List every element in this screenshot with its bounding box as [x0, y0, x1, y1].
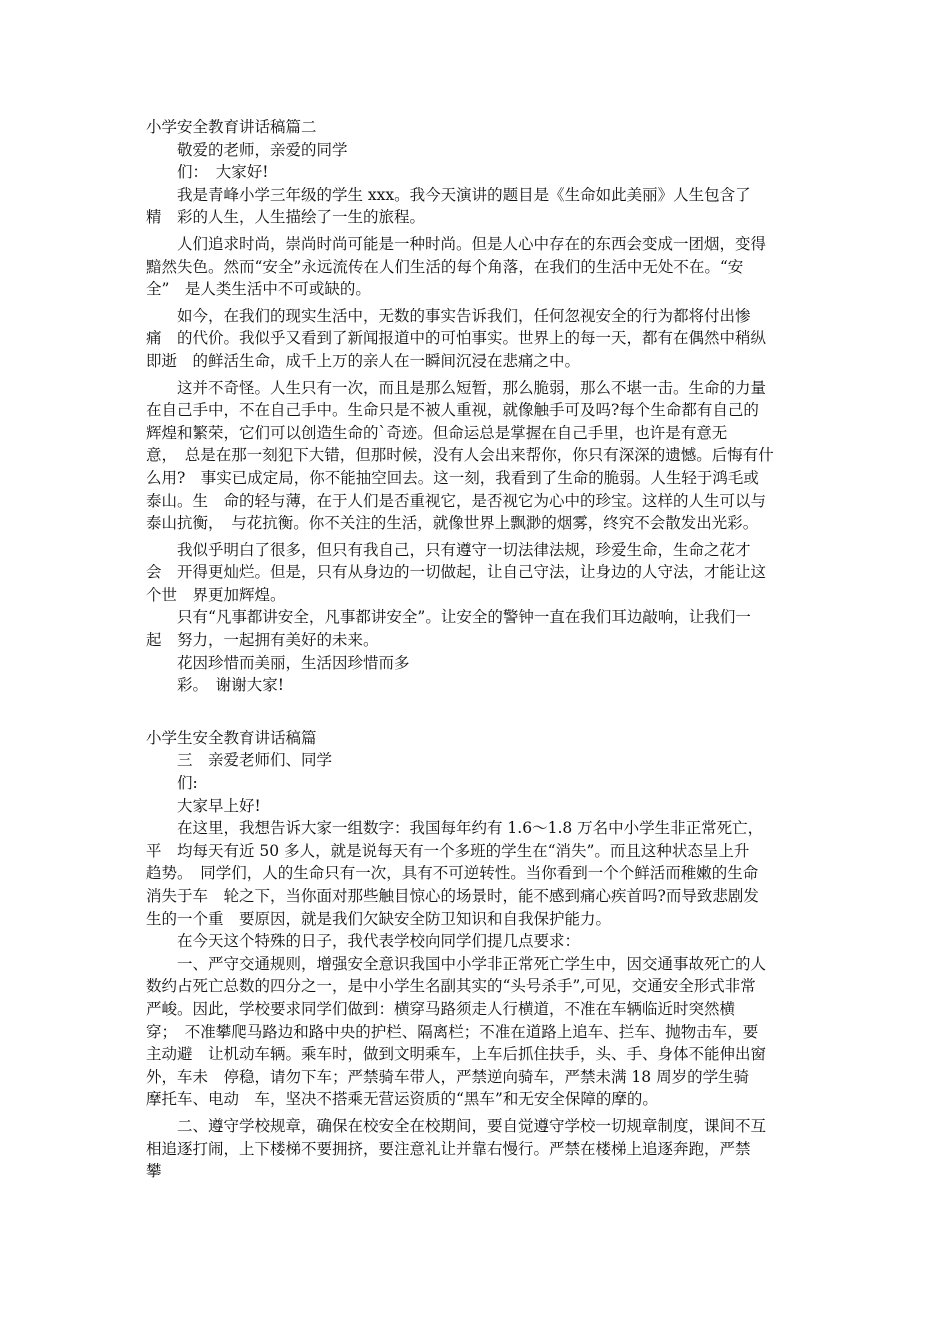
text-line: 一、严守交通规则，增强安全意识我国中小学非正常死亡学生中，因交通事故死亡的人 [146, 954, 767, 973]
text-line: 个世 界更加辉煌。 [146, 585, 286, 604]
text-line: 全” 是人类生活中不可或缺的。 [146, 280, 371, 299]
text-line: 外，车未 停稳，请勿下车；严禁骑车带人，严禁逆向骑车，严禁未满 18 周岁的学生骑 [146, 1067, 750, 1086]
text-line: 生的一个重 要原因，就是我们欠缺安全防卫知识和自我保护能力。 [146, 909, 612, 928]
text-line: 严峻。因此，学校要求同学们做到：横穿马路须走人行横道，不准在车辆临近时突然横 [146, 999, 736, 1018]
text-line: 我是青峰小学三年级的学生 xxx。我今天演讲的题目是《生命如此美丽》人生包含了 [146, 185, 751, 204]
section-title: 小学生安全教育讲话稿篇 [146, 728, 317, 747]
text-line: 们： 大家好! [146, 163, 269, 182]
text-line: 摩托车、电动 车，坚决不搭乘无营运资质的“黑车”和无安全保障的摩的。 [146, 1090, 658, 1109]
text-line: 平 均每天有近 50 多人，就是说每天有一个多班的学生在“消失”。而且这种状态呈上升 [146, 841, 750, 860]
text-line: 即逝 的鲜活生命，成千上万的亲人在一瞬间沉浸在悲痛之中。 [146, 351, 581, 370]
text-line: 大家早上好! [146, 796, 261, 815]
text-line: 相追逐打闹，上下楼梯不要拥挤，要注意礼让并靠右慢行。严禁在楼梯上追逐奔跑，严禁 [146, 1139, 751, 1158]
text-line: 么用? 事实已成定局，你不能抽空回去。这一刻，我看到了生命的脆弱。人生轻于鸿毛或 [146, 468, 759, 487]
text-line: 精 彩的人生，人生描绘了一生的旅程。 [146, 208, 426, 227]
text-line: 在自己手中，不在自己手中。生命只是不被人重视，就像触手可及吗?每个生命都有自己的 [146, 401, 759, 420]
text-line: 我似乎明白了很多，但只有我自己，只有遵守一切法律法规，珍爱生命，生命之花才 [146, 540, 751, 559]
text-line: 趋势。 同学们，人的生命只有一次，具有不可逆转性。当你看到一个个鲜活而稚嫩的生命 [146, 864, 759, 883]
text-line: 会 开得更灿烂。但是，只有从身边的一切做起，让自己守法，让身边的人守法，才能让这 [146, 563, 767, 582]
text-line: 黯然失色。然而“安全”永远流传在人们生活的每个角落，在我们的生活中无处不在。“安 [146, 257, 744, 276]
section-title: 小学安全教育讲话稿篇二 [146, 118, 317, 136]
text-line: 攀 [146, 1162, 162, 1181]
text-line: 在这里，我想告诉大家一组数字：我国每年约有 1.6～1.8 万名中小学生非正常死亡， [146, 819, 764, 838]
text-line: 数约占死亡总数的四分之一，是中小学生名副其实的“头号杀手”,可见，交通安全形式非常 [146, 977, 756, 996]
text-line: 人们追求时尚，崇尚时尚可能是一种时尚。但是人心中存在的东西会变成一团烟，变得 [146, 234, 767, 253]
document-body [146, 116, 826, 1183]
text-line: 主动避 让机动车辆。乘车时，做到文明乘车，上车后抓住扶手，头、手、身体不能伸出窗 [146, 1045, 767, 1064]
text-line: 起 努力，一起拥有美好的未来。 [146, 631, 379, 650]
text-line: 敬爱的老师，亲爱的同学 [146, 140, 348, 159]
text-line: 这并不奇怪。人生只有一次，而且是那么短暂，那么脆弱，那么不堪一击。生命的力量 [146, 378, 767, 397]
text-line: 如今，在我们的现实生活中，无数的事实告诉我们，任何忽视安全的行为都将付出惨 [146, 306, 751, 325]
text-line: 在今天这个特殊的日子，我代表学校向同学们提几点要求： [146, 932, 581, 951]
text-line: 消失于车 轮之下，当你面对那些触目惊心的场景时，能不感到痛心疾首吗?而导致悲剧发 [146, 887, 759, 905]
text-line: 泰山抗衡， 与花抗衡。你不关注的生活，就像世界上飘渺的烟雾，终究不会散发出光彩。 [146, 514, 759, 533]
text-line: 们: [146, 774, 198, 793]
text-line: 二、遵守学校规章，确保在校安全在校期间，要自觉遵守学校一切规章制度，课间不互 [146, 1116, 767, 1135]
text-line: 只有“凡事都讲安全，凡事都讲安全”。让安全的警钟一直在我们耳边敲响，让我们一 [146, 608, 751, 627]
text-line: 痛 的代价。我似乎又看到了新闻报道中的可怕事实。世界上的每一天，都有在偶然中稍纵 [146, 329, 767, 348]
text-line: 意， 总是在那一刻犯下大错，但那时候，没有人会出来帮你，你只有深深的遗憾。后悔有什 [146, 446, 774, 465]
text-line: 彩。 谢谢大家! [146, 676, 284, 695]
text-line: 三 亲爱老师们、同学 [146, 751, 333, 770]
section-gap [146, 697, 826, 727]
text-line: 泰山。生 命的轻与薄，在于人们是否重视它，是否视它为心中的珍宝。这样的人生可以与 [146, 491, 767, 510]
text-line: 穿； 不准攀爬马路边和路中央的护栏、隔离栏；不准在道路上追车、拦车、抛物击车，要 [146, 1022, 759, 1041]
text-line: 花因珍惜而美丽，生活因珍惜而多 [146, 653, 410, 672]
text-line: 辉煌和繁荣，它们可以创造生命的`奇迹。但命运总是掌握在自己手里，也许是有意无 [146, 423, 728, 442]
